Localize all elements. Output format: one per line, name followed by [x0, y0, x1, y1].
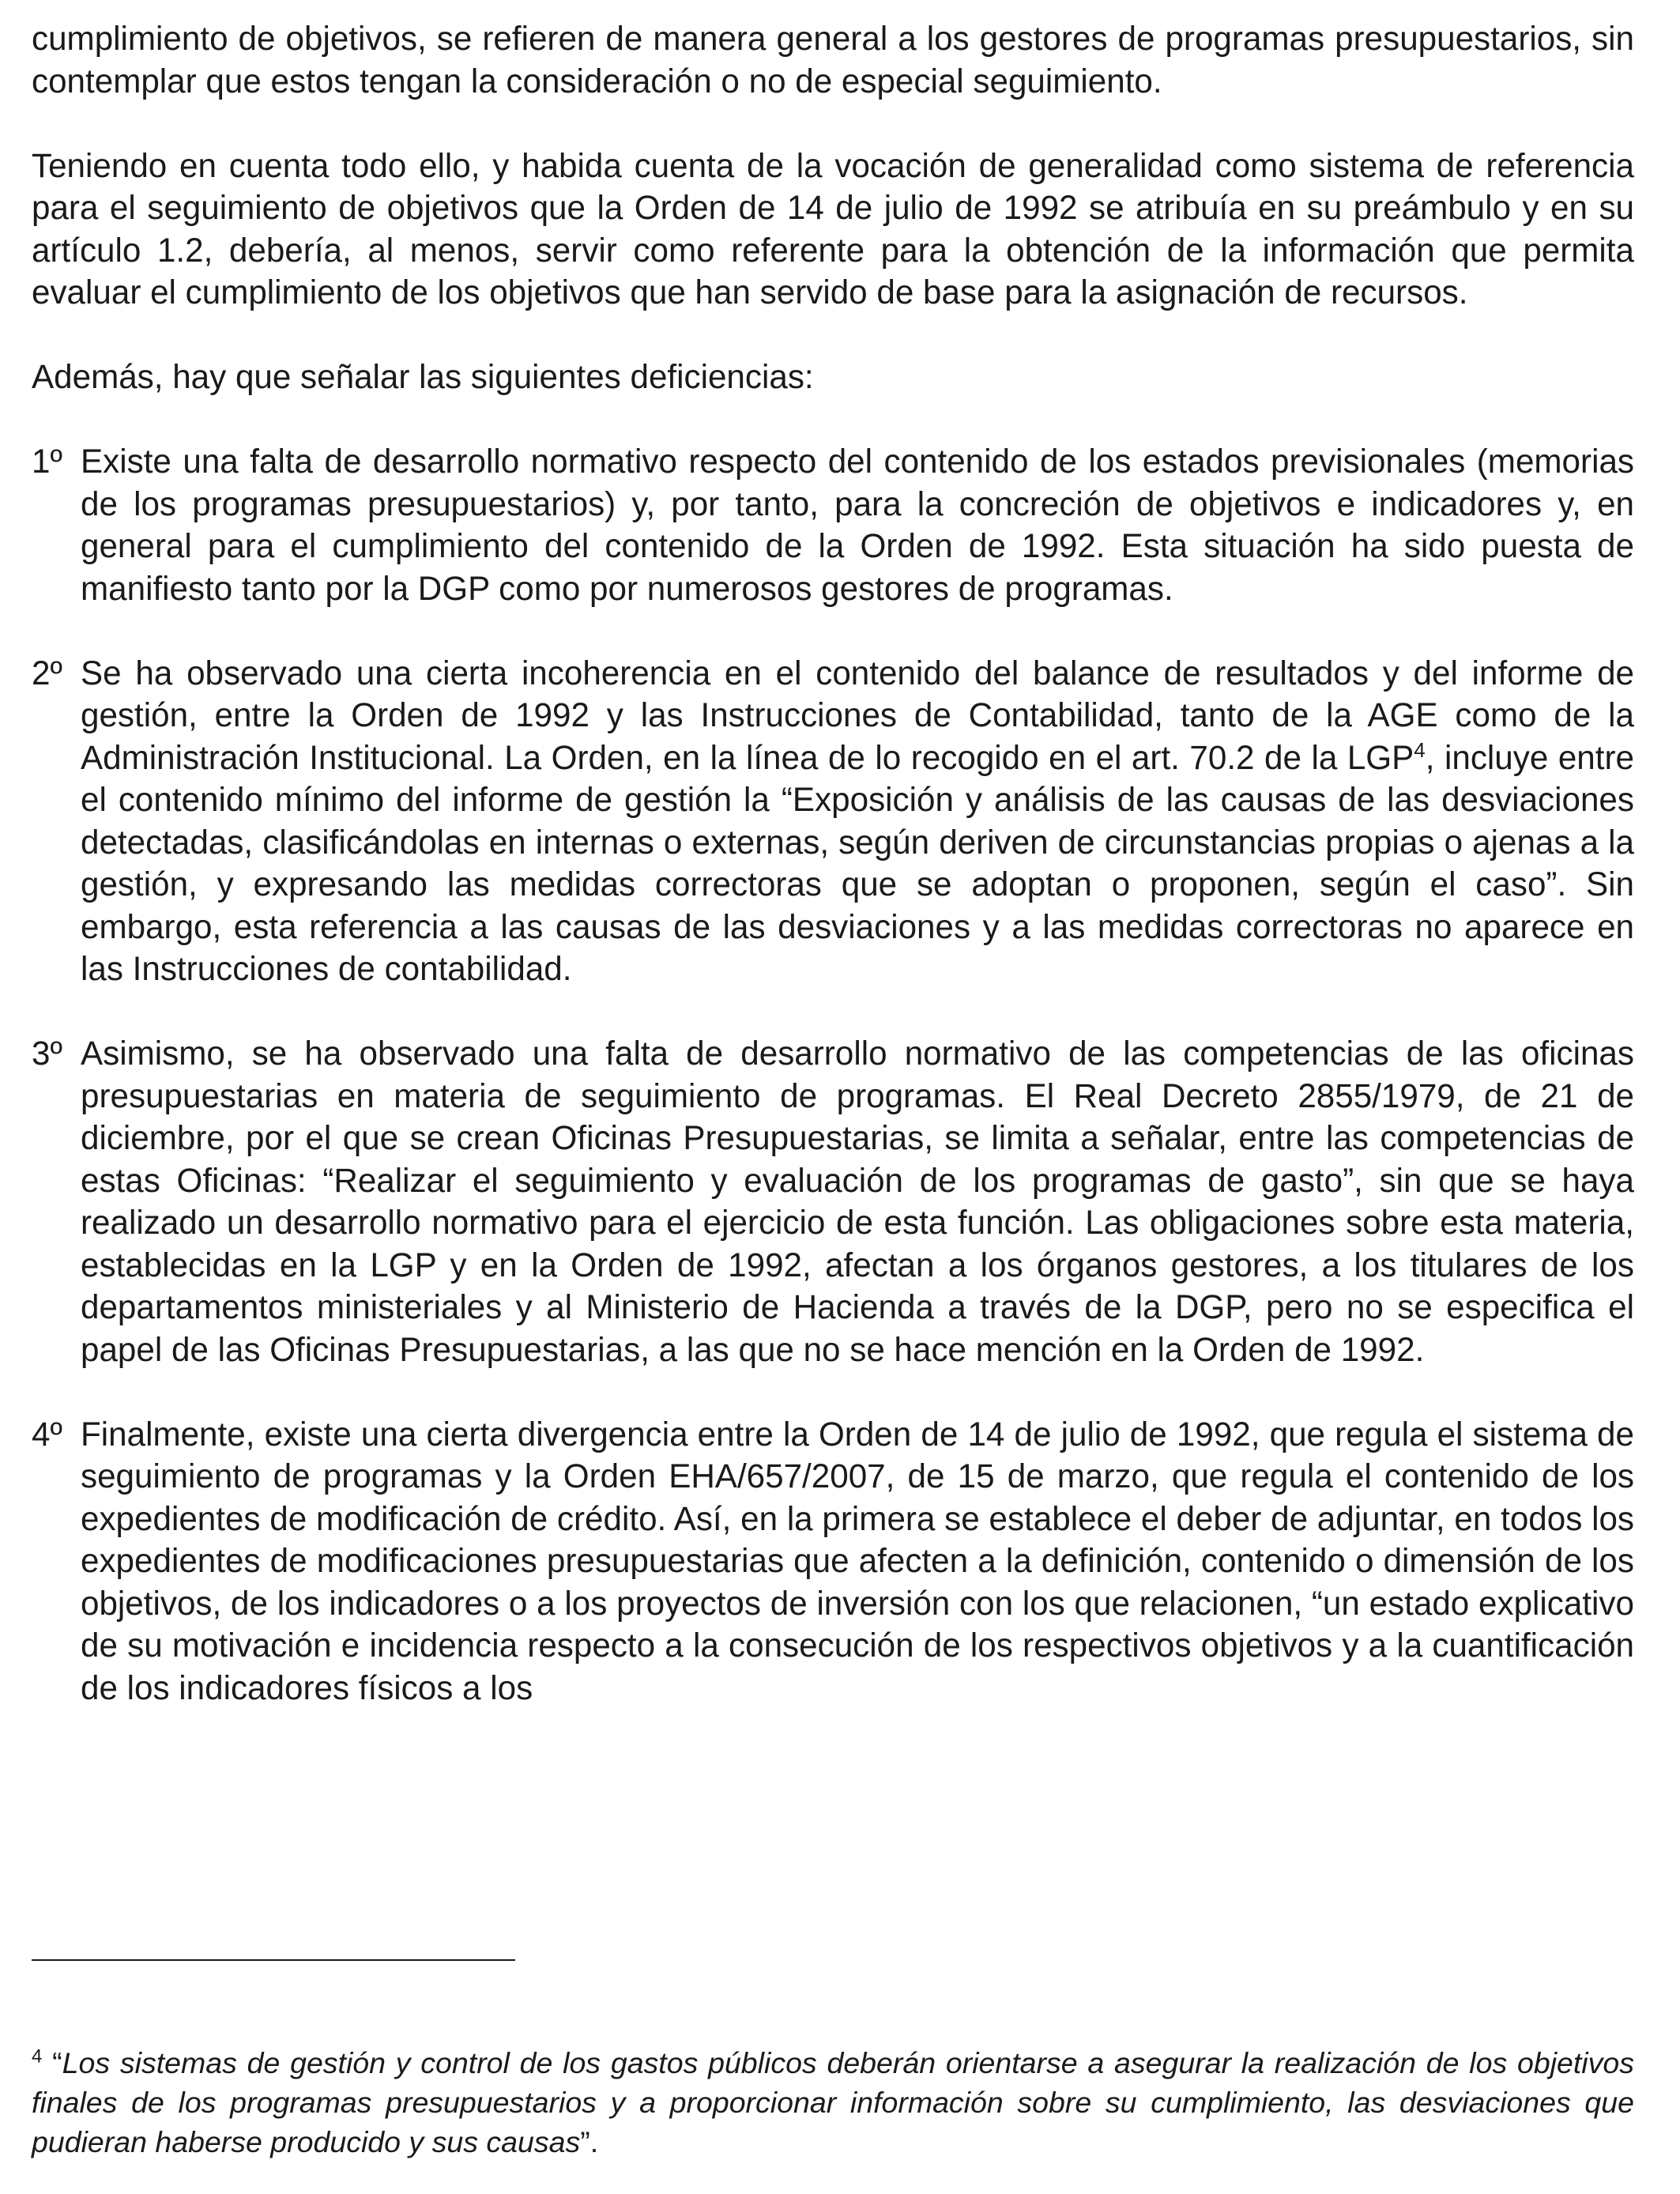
item-number: 2º: [32, 654, 62, 692]
deficiency-item: [32, 1032, 1634, 1370]
footnote-close-quote: ”.: [580, 2125, 599, 2158]
item-text: Existe una falta de desarrollo normativo respecto del contenido de los estados previsionales (memorias de los programas presupuestarios) y, por tanto, para la concreción de objetivos e indicadores y, en general para el cumplimiento del contenido de la Orden de 1992. Esta situación ha sido puesta de manifiesto tanto por la DGP como por numerosos gestores de programas.: [81, 443, 1634, 607]
footnote-text: Los sistemas de gestión y control de los gastos públicos deberán orientarse a asegurar la realización de los objetivos finales de los programas presupuestarios y a proporcionar información sobre su cumplimiento, las desviaciones que pudieran haberse producido y sus causas: [32, 2046, 1634, 2158]
item-text-part: Se ha observado una cierta incoherencia en el contenido del balance de resultados y del informe de gestión, entre la Orden de 1992 y las Instrucciones de Contabilidad, tanto de la AGE como de la Administración Institucional. La Orden, en la línea de lo recogido en el art. 70.2 de la LGP: [81, 654, 1634, 776]
footnote-open-quote: “: [52, 2046, 62, 2079]
item-number: 4º: [32, 1415, 62, 1453]
body-paragraph: Además, hay que señalar las siguientes deficiencias:: [32, 358, 814, 395]
body-paragraph: Teniendo en cuenta todo ello, y habida cuenta de la vocación de generalidad como sistema de referencia para el seguimiento de objetivos que la Orden de 14 de julio de 1992 se atribuía en su preámbulo y en su artículo 1.2, debería, al menos, servir como referente para la obtención de la información que permita evaluar el cumplimiento de los objetivos que han servido de base para la asignación de recursos.: [32, 146, 1634, 311]
footnote: [32, 2043, 1634, 2162]
deficiency-item: [32, 1413, 1634, 1710]
footnote-marker: 4: [32, 2045, 43, 2068]
item-number: 3º: [32, 1035, 62, 1072]
item-text: [81, 652, 1634, 990]
document-body: [32, 17, 1634, 1751]
body-paragraph: cumplimiento de objetivos, se refieren de manera general a los gestores de programas presupuestarios, sin contemplar que estos tengan la consideración o no de especial seguimiento.: [32, 20, 1634, 100]
item-text-part: , incluye entre el contenido mínimo del informe de gestión la “Exposición y análisis de las causas de las desviaciones detectadas, clasificándolas en internas o externas, según deriven de circunstancias propias o ajenas a la gestión, y expresando las medidas correctoras que se adoptan o proponen, según el caso”. Sin embargo, esta referencia a las causas de las desviaciones y a las medidas correctoras no aparece en las Instrucciones de contabilidad.: [81, 738, 1634, 987]
deficiency-item: [32, 652, 1634, 990]
deficiency-item: [32, 440, 1634, 609]
item-number: 1º: [32, 443, 62, 480]
item-text: Asimismo, se ha observado una falta de desarrollo normativo de las competencias de las oficinas presupuestarias en materia de seguimiento de programas. El Real Decreto 2855/1979, de 21 de diciembre, por el que se crean Oficinas Presupuestarias, se limita a señalar, entre las competencias de estas Oficinas: “Realizar el seguimiento y evaluación de los programas de gasto”, sin que se haya realizado un desarrollo normativo para el ejercicio de esta función. Las obligaciones sobre esta materia, establecidas en la LGP y en la Orden de 1992, afectan a los órganos gestores, a los titulares de los departamentos ministeriales y al Ministerio de Hacienda a través de la DGP, pero no se especifica el papel de las Oficinas Presupuestarias, a las que no se hace mención en la Orden de 1992.: [81, 1035, 1634, 1368]
item-text: Finalmente, existe una cierta divergencia entre la Orden de 14 de julio de 1992, que regula el sistema de seguimiento de programas y la Orden EHA/657/2007, de 15 de marzo, que regula el contenido de los expedientes de modificación de crédito. Así, en la primera se establece el deber de adjuntar, en todos los expedientes de modificaciones presupuestarias que afecten a la definición, contenido o dimensión de los objetivos, de los indicadores o a los proyectos de inversión con los que relacionen, “un estado explicativo de su motivación e incidencia respecto a la consecución de los respectivos objetivos y a la cuantificación de los indicadores físicos a los: [81, 1415, 1634, 1706]
footnote-reference: 4: [1414, 737, 1426, 762]
footnote-separator: [32, 1959, 515, 1961]
